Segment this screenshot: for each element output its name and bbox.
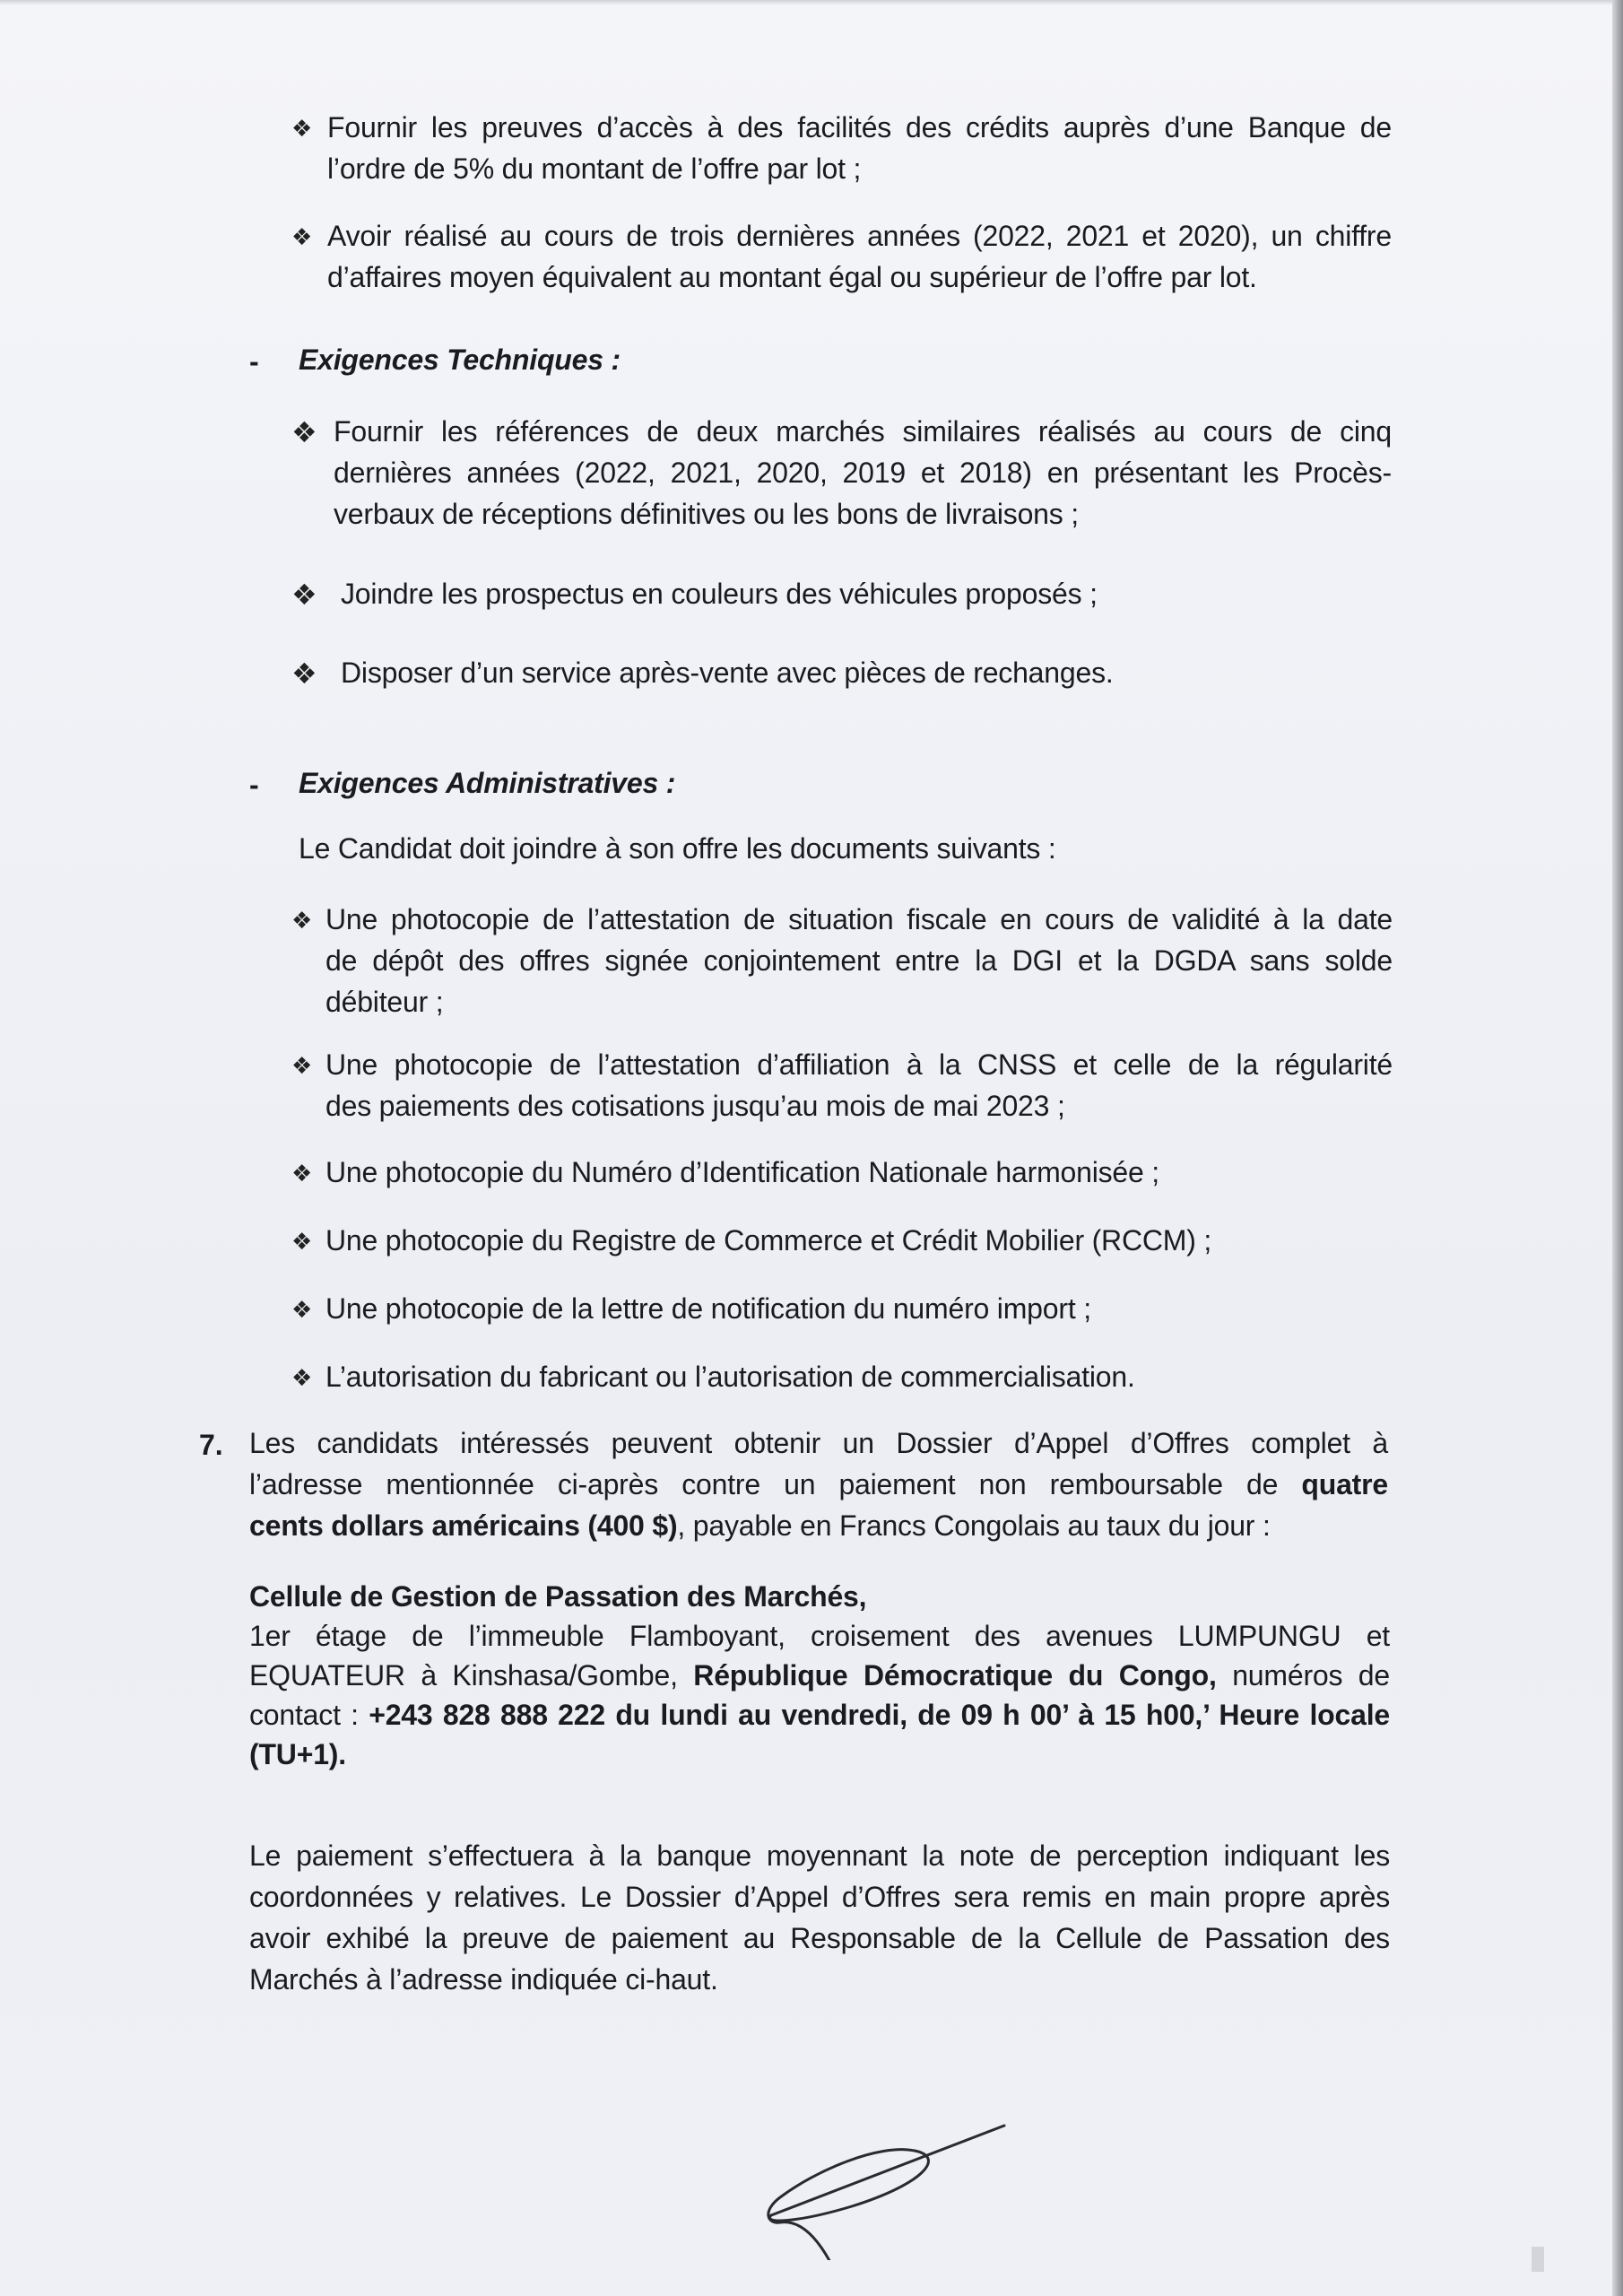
financial-item-2-line-1: Avoir réalisé au cours de trois dernières années (2022, 2021 et 2020), un chiffre — [327, 220, 1392, 252]
dash-marker: - — [249, 769, 259, 801]
address-title: Cellule de Gestion de Passation des Marchés, — [249, 1580, 867, 1613]
financial-item-1-line-2: l’ordre de 5% du montant de l’offre par lot ; — [327, 152, 862, 185]
diamond-bullet-icon: ❖ — [291, 416, 317, 448]
admin-item-6: L’autorisation du fabricant ou l’autorisation de commercialisation. — [325, 1361, 1135, 1393]
scan-edge-right — [1612, 0, 1623, 2296]
price-words: cents dollars américains (400 $) — [249, 1509, 678, 1542]
section-7-line-3-text: , payable en Francs Congolais au taux du jour : — [677, 1509, 1271, 1542]
diamond-bullet-icon: ❖ — [291, 1160, 313, 1187]
contact-phone-hours: +243 828 888 222 du lundi au vendredi, de 09 h 00’ à 15 h00,’ Heure locale — [369, 1699, 1390, 1731]
technical-item-1-line-1: Fournir les références de deux marchés similaires réalisés au cours de cinq — [334, 415, 1392, 448]
administrative-requirements-heading: Exigences Administratives : — [299, 767, 676, 799]
payment-line-4: Marchés à l’adresse indiquée ci-haut. — [249, 1963, 718, 1996]
financial-item-1-line-1: Fournir les preuves d’accès à des facilités des crédits auprès d’une Banque de — [327, 111, 1392, 144]
admin-item-2-line-1: Une photocopie de l’attestation d’affiliation à la CNSS et celle de la régularité — [325, 1048, 1393, 1081]
admin-item-2-line-2: des paiements des cotisations jusqu’au mois de mai 2023 ; — [325, 1090, 1065, 1122]
admin-item-1-line-1: Une photocopie de l’attestation de situation fiscale en cours de validité à la date — [325, 903, 1393, 935]
scan-artifact — [1532, 2247, 1544, 2272]
section-7-line-3 — [249, 1505, 1271, 1546]
admin-item-4: Une photocopie du Registre de Commerce et Crédit Mobilier (RCCM) ; — [325, 1224, 1212, 1257]
section-7-line-2 — [249, 1464, 1388, 1505]
address-country: République Démocratique du Congo, — [693, 1659, 1217, 1692]
address-line-2 — [249, 1655, 1390, 1696]
admin-item-1-line-3: débiteur ; — [325, 986, 444, 1018]
section-7-line-1: Les candidats intéressés peuvent obtenir un Dossier d’Appel d’Offres complet à — [249, 1427, 1388, 1459]
diamond-bullet-icon: ❖ — [291, 223, 313, 250]
diamond-bullet-icon: ❖ — [291, 115, 313, 142]
address-contact-label: numéros de — [1216, 1659, 1390, 1692]
address-line-1: 1er étage de l’immeuble Flamboyant, croisement des avenues LUMPUNGU et — [249, 1620, 1390, 1652]
section-number: 7. — [199, 1429, 223, 1461]
admin-item-3: Une photocopie du Numéro d’Identification Nationale harmonisée ; — [325, 1156, 1159, 1188]
signature-icon — [744, 2117, 1031, 2260]
payment-line-1: Le paiement s’effectuera à la banque moyennant la note de perception indiquant les — [249, 1839, 1390, 1872]
admin-item-1-line-2: de dépôt des offres signée conjointement entre la DGI et la DGDA sans solde — [325, 944, 1393, 977]
diamond-bullet-icon: ❖ — [291, 657, 317, 690]
address-line-3 — [249, 1694, 1390, 1735]
admin-item-5: Une photocopie de la lettre de notification du numéro import ; — [325, 1292, 1091, 1325]
address-city: EQUATEUR à Kinshasa/Gombe, — [249, 1659, 694, 1692]
technical-item-1-line-2: dernières années (2022, 2021, 2020, 2019 et 2018) en présentant les Procès- — [334, 457, 1392, 489]
payment-line-2: coordonnées y relatives. Le Dossier d’Appel d’Offres sera remis en main propre après — [249, 1881, 1390, 1913]
payment-line-3: avoir exhibé la preuve de paiement au Responsable de la Cellule de Passation des — [249, 1922, 1390, 1954]
financial-item-2-line-2: d’affaires moyen équivalent au montant égal ou supérieur de l’offre par lot. — [327, 261, 1257, 293]
administrative-intro: Le Candidat doit joindre à son offre les documents suivants : — [299, 832, 1056, 865]
dash-marker: - — [249, 345, 259, 378]
technical-item-3: Disposer d’un service après-vente avec pièces de rechanges. — [341, 657, 1114, 689]
section-7-line-2-text: l’adresse mentionnée ci-après contre un paiement non remboursable de — [249, 1468, 1302, 1500]
diamond-bullet-icon: ❖ — [291, 907, 313, 934]
technical-requirements-heading: Exigences Techniques : — [299, 344, 621, 376]
technical-item-1-line-3: verbaux de réceptions définitives ou les bons de livraisons ; — [334, 498, 1079, 530]
price-words-start: quatre — [1301, 1468, 1388, 1500]
diamond-bullet-icon: ❖ — [291, 578, 317, 611]
address-line-4: (TU+1). — [249, 1738, 346, 1770]
diamond-bullet-icon: ❖ — [291, 1296, 313, 1323]
scan-edge-top — [0, 0, 1623, 5]
diamond-bullet-icon: ❖ — [291, 1228, 313, 1255]
contact-label: contact : — [249, 1699, 369, 1731]
diamond-bullet-icon: ❖ — [291, 1052, 313, 1079]
diamond-bullet-icon: ❖ — [291, 1364, 313, 1391]
technical-item-2: Joindre les prospectus en couleurs des véhicules proposés ; — [341, 578, 1098, 610]
